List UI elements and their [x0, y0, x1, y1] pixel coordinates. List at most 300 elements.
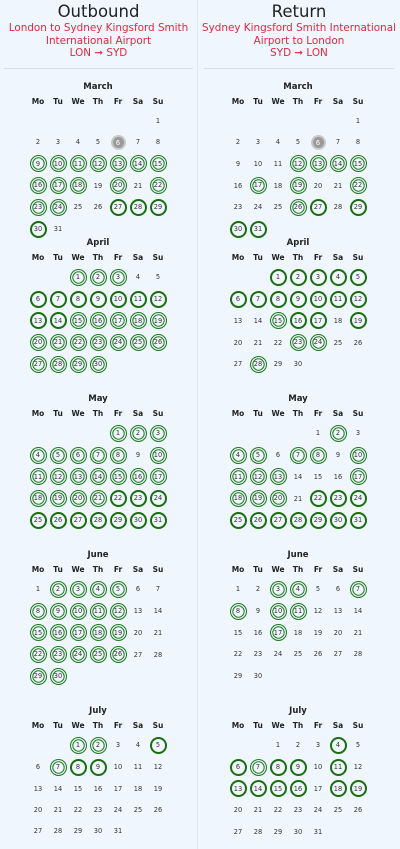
available-date[interactable]: 15 [350, 155, 367, 172]
available-date[interactable]: 8 [270, 291, 287, 308]
available-date[interactable]: 30 [130, 512, 147, 529]
available-date[interactable]: 9 [290, 759, 307, 776]
month-name: May [288, 394, 308, 404]
date: 25 [133, 805, 143, 814]
month-calendar-july [28, 704, 168, 839]
available-date[interactable]: 30 [90, 356, 107, 373]
available-date[interactable]: 5 [110, 581, 127, 598]
available-date[interactable]: 29 [70, 356, 87, 373]
available-date[interactable]: 10 [50, 155, 67, 172]
available-date[interactable]: 19 [150, 312, 167, 329]
available-date[interactable]: 25 [90, 646, 107, 663]
available-date[interactable]: 13 [310, 155, 327, 172]
date: 20 [133, 628, 143, 637]
day-cell [288, 754, 308, 776]
week-row [28, 308, 168, 330]
available-date[interactable]: 14 [330, 155, 347, 172]
available-date[interactable]: 11 [230, 468, 247, 485]
available-date[interactable]: 7 [290, 447, 307, 464]
weekday-header: Th [92, 564, 104, 574]
date: 2 [235, 138, 241, 147]
available-date[interactable]: 3 [70, 581, 87, 598]
available-date[interactable]: 4 [330, 269, 347, 286]
available-date[interactable]: 13 [110, 155, 127, 172]
week-row [228, 286, 368, 308]
date: 30 [293, 360, 303, 369]
available-date[interactable]: 12 [90, 155, 107, 172]
week-row [228, 598, 368, 620]
weekday-header: We [71, 252, 85, 262]
available-date[interactable]: 15 [70, 312, 87, 329]
available-date[interactable]: 11 [30, 468, 47, 485]
available-date[interactable]: 2 [130, 425, 147, 442]
date: 1 [235, 585, 241, 594]
available-date[interactable]: 21 [90, 490, 107, 507]
date: 18 [133, 784, 143, 793]
available-date[interactable]: 22 [150, 177, 167, 194]
day-cell [308, 172, 328, 194]
weekday-header: Su [152, 408, 164, 418]
day-cell [28, 351, 48, 373]
available-date[interactable]: 26 [110, 646, 127, 663]
available-date[interactable]: 22 [30, 646, 47, 663]
available-date[interactable]: 1 [70, 269, 87, 286]
available-date[interactable]: 15 [110, 468, 127, 485]
available-date[interactable]: 17 [110, 312, 127, 329]
available-date[interactable]: 11 [70, 155, 87, 172]
available-date[interactable]: 20 [70, 490, 87, 507]
available-date[interactable]: 8 [30, 603, 47, 620]
date: 18 [333, 316, 343, 325]
available-date[interactable]: 2 [90, 269, 107, 286]
day-cell [88, 598, 108, 620]
day-cell [268, 329, 288, 351]
available-date[interactable]: 29 [30, 668, 47, 685]
day-cell [48, 576, 68, 598]
day-cell [268, 754, 288, 776]
available-date[interactable]: 18 [330, 780, 347, 797]
available-date[interactable]: 18 [70, 177, 87, 194]
available-date[interactable]: 18 [130, 312, 147, 329]
day-cell [268, 797, 288, 818]
day-cell [248, 754, 268, 776]
available-date[interactable]: 22 [70, 334, 87, 351]
available-date[interactable]: 24 [350, 490, 367, 507]
return-header [200, 0, 398, 60]
available-date[interactable]: 9 [30, 155, 47, 172]
available-date[interactable]: 18 [30, 490, 47, 507]
date: 23 [293, 806, 303, 815]
available-date[interactable]: 19 [50, 490, 67, 507]
available-date[interactable]: 27 [30, 356, 47, 373]
available-date[interactable]: 8 [70, 291, 87, 308]
day-cell [288, 641, 308, 662]
available-date[interactable]: 12 [150, 291, 167, 308]
month-grid [228, 562, 368, 684]
date: 13 [333, 607, 343, 616]
day-cell [88, 507, 108, 529]
available-date[interactable]: 10 [310, 291, 327, 308]
day-cell [288, 151, 308, 173]
available-date[interactable]: 28 [290, 512, 307, 529]
available-date[interactable]: 4 [330, 737, 347, 754]
available-date[interactable]: 7 [250, 759, 267, 776]
date: 1 [355, 117, 361, 125]
available-date[interactable]: 30 [30, 221, 47, 238]
available-date[interactable]: 19 [250, 490, 267, 507]
day-cell [128, 507, 148, 529]
available-date[interactable]: 20 [270, 490, 287, 507]
date: 5 [355, 741, 361, 750]
day-cell [308, 308, 328, 330]
day-cell [88, 308, 108, 330]
day-cell [268, 819, 288, 840]
day-cell [268, 308, 288, 330]
available-date[interactable]: 24 [50, 199, 67, 216]
available-date[interactable]: 3 [150, 425, 167, 442]
available-date[interactable]: 30 [330, 512, 347, 529]
available-date[interactable]: 5 [250, 447, 267, 464]
available-date[interactable]: 17 [150, 468, 167, 485]
available-date[interactable]: 15 [270, 780, 287, 797]
available-date[interactable]: 12 [50, 468, 67, 485]
weekday-header: Tu [253, 564, 263, 574]
day-cell [308, 732, 328, 754]
available-date[interactable]: 25 [30, 512, 47, 529]
available-date[interactable]: 8 [270, 759, 287, 776]
outbound-panel [0, 0, 198, 849]
available-date[interactable]: 29 [110, 512, 127, 529]
day-cell [228, 264, 248, 286]
day-cell [308, 663, 328, 684]
available-date[interactable]: 16 [130, 468, 147, 485]
available-date[interactable]: 26 [250, 512, 267, 529]
day-cell [68, 264, 88, 286]
weekday-header: We [271, 96, 285, 106]
available-date[interactable]: 14 [250, 780, 267, 797]
weekday-header: Sa [332, 96, 344, 106]
day-cell [48, 172, 68, 194]
available-date[interactable]: 14 [90, 468, 107, 485]
month-calendar-march [28, 80, 168, 238]
available-date[interactable]: 29 [310, 512, 327, 529]
day-cell [68, 308, 88, 330]
day-cell [108, 329, 128, 351]
available-date[interactable]: 17 [50, 177, 67, 194]
available-date[interactable]: 24 [110, 334, 127, 351]
week-row [228, 507, 368, 529]
available-date[interactable]: 13 [70, 468, 87, 485]
available-date[interactable]: 10 [110, 291, 127, 308]
date: 26 [353, 806, 363, 815]
available-date[interactable]: 27 [110, 199, 127, 216]
day-cell [248, 172, 268, 194]
available-date[interactable]: 5 [50, 447, 67, 464]
available-date[interactable]: 12 [350, 291, 367, 308]
available-date[interactable]: 16 [90, 312, 107, 329]
available-date[interactable]: 1 [70, 737, 87, 754]
available-date[interactable]: 9 [50, 603, 67, 620]
available-date[interactable]: 18 [230, 490, 247, 507]
divider [4, 68, 193, 69]
available-date[interactable]: 6 [230, 759, 247, 776]
available-date[interactable]: 14 [130, 155, 147, 172]
available-date[interactable]: 6 [30, 291, 47, 308]
available-date[interactable]: 12 [250, 468, 267, 485]
available-date[interactable]: 25 [230, 512, 247, 529]
day-cell [348, 264, 368, 286]
available-date[interactable]: 23 [30, 199, 47, 216]
day-cell [228, 732, 248, 754]
date: 1 [315, 429, 321, 438]
available-date[interactable]: 17 [350, 468, 367, 485]
available-date[interactable]: 28 [250, 356, 267, 373]
available-date[interactable]: 28 [50, 356, 67, 373]
available-date[interactable]: 26 [150, 334, 167, 351]
available-date[interactable]: 8 [70, 759, 87, 776]
available-date[interactable]: 23 [290, 334, 307, 351]
available-date[interactable]: 2 [50, 581, 67, 598]
available-date[interactable]: 4 [230, 447, 247, 464]
available-date[interactable]: 15 [150, 155, 167, 172]
date: 12 [313, 607, 323, 616]
day-cell [108, 641, 128, 663]
available-date[interactable]: 4 [290, 581, 307, 598]
available-date[interactable]: 10 [150, 447, 167, 464]
available-date[interactable]: 30 [230, 221, 247, 238]
available-date[interactable]: 2 [290, 269, 307, 286]
available-date[interactable]: 9 [90, 291, 107, 308]
available-date[interactable]: 7 [50, 759, 67, 776]
week-row [228, 264, 368, 286]
date: 9 [335, 451, 341, 460]
available-date[interactable]: 23 [330, 490, 347, 507]
day-cell [288, 194, 308, 216]
available-date[interactable]: 15 [30, 624, 47, 641]
day-cell [348, 108, 368, 129]
available-date[interactable]: 25 [130, 334, 147, 351]
available-date[interactable]: 3 [310, 269, 327, 286]
available-date[interactable]: 15 [270, 312, 287, 329]
available-date[interactable]: 20 [110, 177, 127, 194]
date: 25 [333, 806, 343, 815]
available-date[interactable]: 30 [50, 668, 67, 685]
date: 3 [55, 138, 61, 147]
day-cell [348, 576, 368, 598]
available-date[interactable]: 3 [270, 581, 287, 598]
available-date[interactable]: 8 [230, 603, 247, 620]
day-cell [88, 818, 108, 839]
date: 31 [313, 827, 323, 836]
day-cell [88, 264, 108, 286]
weekday-header: Tu [253, 720, 263, 730]
available-date[interactable]: 28 [90, 512, 107, 529]
day-cell [28, 485, 48, 507]
available-date[interactable]: 22 [310, 490, 327, 507]
day-cell [68, 485, 88, 507]
available-date[interactable]: 16 [30, 177, 47, 194]
weekday-header: Fr [313, 252, 323, 262]
available-date[interactable]: 3 [110, 269, 127, 286]
date: 3 [355, 429, 361, 438]
available-date[interactable]: 22 [350, 177, 367, 194]
day-cell [328, 151, 348, 173]
day-cell [88, 576, 108, 598]
day-cell [348, 754, 368, 776]
weekday-header: Su [152, 564, 164, 574]
available-date[interactable]: 29 [350, 199, 367, 216]
date: 21 [133, 181, 143, 190]
available-date[interactable]: 31 [250, 221, 267, 238]
available-date[interactable]: 10 [350, 447, 367, 464]
available-date[interactable]: 8 [110, 447, 127, 464]
date: 31 [113, 827, 123, 836]
available-date[interactable]: 17 [250, 177, 267, 194]
available-date[interactable]: 19 [290, 177, 307, 194]
available-date[interactable]: 27 [270, 512, 287, 529]
weekday-header: Tu [53, 96, 63, 106]
day-cell [88, 286, 108, 308]
available-date[interactable]: 12 [290, 155, 307, 172]
week-row [228, 194, 368, 216]
available-date[interactable]: 21 [50, 334, 67, 351]
weekday-header: Th [92, 96, 104, 106]
available-date[interactable]: 4 [90, 581, 107, 598]
day-cell [308, 108, 328, 129]
available-date[interactable]: 10 [70, 603, 87, 620]
available-date[interactable]: 9 [90, 759, 107, 776]
date: 20 [313, 181, 323, 190]
day-cell [328, 108, 348, 129]
available-date[interactable]: 22 [110, 490, 127, 507]
available-date[interactable]: 13 [270, 468, 287, 485]
available-date[interactable]: 13 [30, 312, 47, 329]
day-cell [228, 507, 248, 529]
available-date[interactable]: 8 [310, 447, 327, 464]
date: 9 [135, 451, 141, 460]
available-date[interactable]: 1 [110, 425, 127, 442]
available-date[interactable]: 19 [350, 312, 367, 329]
available-date[interactable]: 26 [50, 512, 67, 529]
date: 22 [273, 338, 283, 347]
available-date[interactable]: 23 [130, 490, 147, 507]
available-date[interactable]: 16 [50, 624, 67, 641]
day-cell [248, 420, 268, 442]
available-date[interactable]: 27 [70, 512, 87, 529]
day-cell [248, 264, 268, 286]
date: 14 [353, 607, 363, 616]
available-date[interactable]: 11 [290, 603, 307, 620]
available-date[interactable]: 12 [110, 603, 127, 620]
available-date[interactable]: 29 [150, 199, 167, 216]
day-cell [128, 598, 148, 620]
available-date[interactable]: 28 [130, 199, 147, 216]
available-date[interactable]: 19 [350, 780, 367, 797]
available-date[interactable]: 7 [50, 291, 67, 308]
date: 21 [333, 181, 343, 190]
week-row [28, 194, 168, 216]
date: 16 [253, 628, 263, 637]
available-date[interactable]: 16 [290, 780, 307, 797]
available-date[interactable]: 20 [30, 334, 47, 351]
available-date[interactable]: 9 [290, 291, 307, 308]
return-title: Return [271, 2, 327, 21]
day-cell [328, 464, 348, 486]
day-cell [288, 216, 308, 238]
available-date[interactable]: 17 [310, 312, 327, 329]
date: 11 [273, 159, 283, 168]
available-date[interactable]: 11 [330, 759, 347, 776]
available-date[interactable]: 26 [290, 199, 307, 216]
outbound-route-code: LON ➞ SYD [69, 47, 128, 59]
available-date[interactable]: 31 [150, 512, 167, 529]
available-date[interactable]: 24 [310, 334, 327, 351]
available-date[interactable]: 24 [70, 646, 87, 663]
month-calendar-may [28, 392, 168, 529]
available-date[interactable]: 16 [290, 312, 307, 329]
day-cell [248, 485, 268, 507]
available-date[interactable]: 5 [350, 269, 367, 286]
date: 14 [153, 607, 163, 616]
available-date[interactable]: 17 [270, 624, 287, 641]
date: 19 [153, 784, 163, 793]
weekday-header: We [271, 408, 285, 418]
available-date[interactable]: 10 [270, 603, 287, 620]
available-date[interactable]: 2 [330, 425, 347, 442]
week-row [228, 797, 368, 818]
available-date[interactable]: 13 [230, 780, 247, 797]
available-date[interactable]: 7 [250, 291, 267, 308]
weekday-header: Mo [31, 252, 45, 262]
available-date[interactable]: 7 [350, 581, 367, 598]
available-date[interactable]: 7 [90, 447, 107, 464]
day-cell [88, 351, 108, 373]
available-date[interactable]: 6 [70, 447, 87, 464]
date: 27 [133, 650, 143, 659]
available-date[interactable]: 4 [30, 447, 47, 464]
weekday-header: Mo [31, 96, 45, 106]
month-grid [28, 718, 168, 839]
available-date[interactable]: 11 [90, 603, 107, 620]
available-date[interactable]: 18 [90, 624, 107, 641]
day-cell [148, 641, 168, 663]
available-date[interactable]: 1 [270, 269, 287, 286]
available-date[interactable]: 17 [70, 624, 87, 641]
available-date[interactable]: 11 [130, 291, 147, 308]
available-date[interactable]: 2 [90, 737, 107, 754]
day-cell [308, 507, 328, 529]
available-date[interactable]: 5 [150, 737, 167, 754]
month-name: March [283, 82, 313, 92]
day-cell [108, 108, 128, 129]
available-date[interactable]: 14 [50, 312, 67, 329]
weekday-header: Sa [132, 96, 144, 106]
day-cell [228, 420, 248, 442]
date: 12 [353, 763, 363, 772]
available-date[interactable]: 24 [150, 490, 167, 507]
available-date[interactable]: 6 [230, 291, 247, 308]
day-cell [48, 464, 68, 486]
available-date[interactable]: 11 [330, 291, 347, 308]
available-date[interactable]: 27 [310, 199, 327, 216]
available-date[interactable]: 23 [50, 646, 67, 663]
weekday-header: Sa [132, 720, 144, 730]
available-date[interactable]: 31 [350, 512, 367, 529]
day-cell [68, 172, 88, 194]
date: 2 [295, 741, 301, 750]
available-date[interactable]: 19 [110, 624, 127, 641]
available-date[interactable]: 23 [90, 334, 107, 351]
